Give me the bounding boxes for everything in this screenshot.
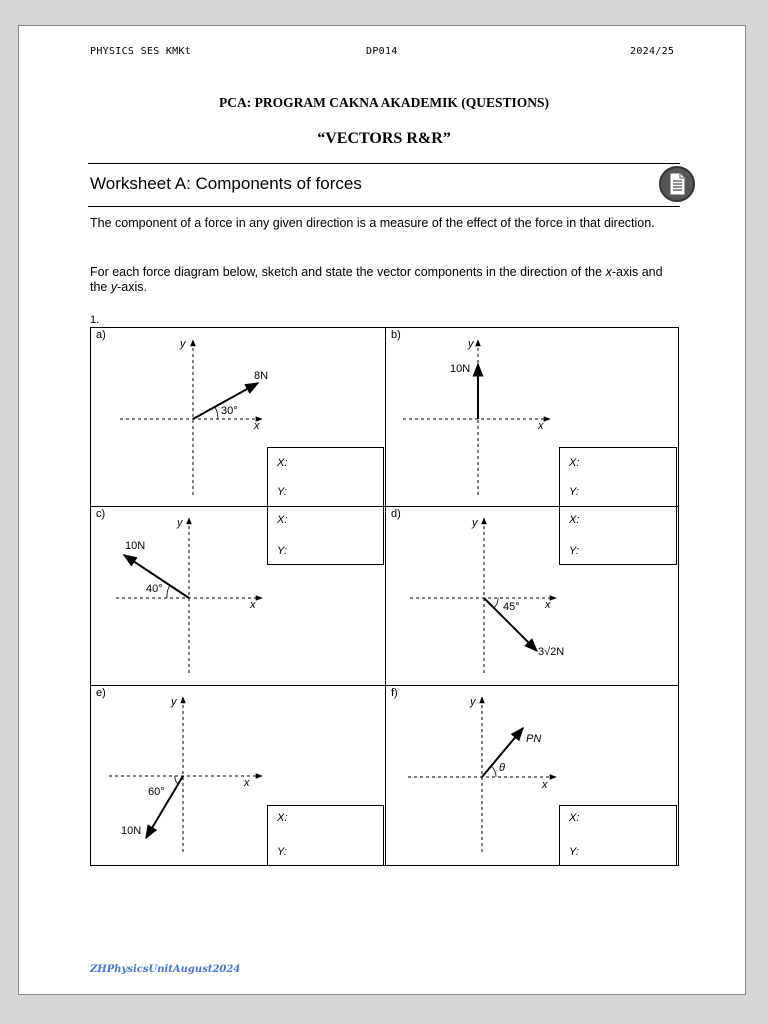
answer-y-label: Y: <box>277 486 287 498</box>
header-session: 2024/25 <box>630 46 675 57</box>
angle-arc-d <box>494 598 498 608</box>
answer-box-a[interactable] <box>267 447 384 507</box>
panel-label-e: e) <box>96 687 106 699</box>
answer-x-label: X: <box>277 812 288 824</box>
force-label-e: 10N <box>121 825 142 837</box>
y-axis-label-d: y <box>472 517 478 529</box>
y-axis-label-e: y <box>171 696 177 708</box>
force-label-f: PN <box>526 733 542 745</box>
panel-label-b: b) <box>391 329 401 341</box>
x-axis-label-a: x <box>254 420 260 432</box>
worksheet-heading: Worksheet A: Components of forces <box>90 174 362 193</box>
answer-x-label: X: <box>277 514 288 526</box>
footer-credit: ZHPhysicsUnitAugust2024 <box>90 964 241 975</box>
answer-box-c[interactable] <box>267 506 384 565</box>
question-number: 1. <box>90 314 100 326</box>
y-axis-label-a: y <box>180 338 186 350</box>
answer-y-label: Y: <box>569 545 579 557</box>
angle-arc-a <box>215 407 218 419</box>
answer-x-label: X: <box>569 812 580 824</box>
angle-label-c: 40° <box>146 583 163 595</box>
answer-box-d[interactable] <box>559 506 677 565</box>
panel-label-f: f) <box>391 687 398 699</box>
header-course: PHYSICS SES KMKt <box>90 46 192 57</box>
y-axis-label-f: y <box>470 696 476 708</box>
answer-x-label: X: <box>569 514 580 526</box>
header-code: DP014 <box>366 46 398 57</box>
x-axis-label-c: x <box>250 599 256 611</box>
x-axis-label-d: x <box>545 599 551 611</box>
force-label-a: 8N <box>254 370 269 382</box>
intro-paragraph: The component of a force in any given direction is a measure of the effect of the force in that direction. <box>90 216 655 230</box>
panel-label-c: c) <box>96 508 106 520</box>
x-axis-label-f: x <box>542 779 548 791</box>
force-label-c: 10N <box>125 540 146 552</box>
angle-label-f: θ <box>499 762 505 774</box>
force-label-d: 3√2N <box>538 646 565 658</box>
answer-y-label: Y: <box>277 545 287 557</box>
x-axis-label-b: x <box>538 420 544 432</box>
page-title: PCA: PROGRAM CAKNA AKADEMIK (QUESTIONS) <box>218 95 549 110</box>
answer-x-label: X: <box>569 457 580 469</box>
answer-y-label: Y: <box>569 486 579 498</box>
answer-x-label: X: <box>277 457 288 469</box>
answer-y-label: Y: <box>569 846 579 858</box>
page-subtitle: “VECTORS R&R” <box>317 130 451 147</box>
y-axis-label-b: y <box>468 338 474 350</box>
instruction-paragraph: For each force diagram below, sketch and state the vector components in the direction of the x-axis and the y-axis. <box>90 265 663 294</box>
answer-box-b[interactable] <box>559 447 677 507</box>
angle-label-a: 30° <box>221 405 238 417</box>
angle-arc-c <box>167 585 170 598</box>
angle-arc-f <box>491 766 496 777</box>
y-axis-label-c: y <box>177 517 183 529</box>
angle-arc-e <box>175 776 178 784</box>
angle-label-d: 45° <box>503 601 520 613</box>
angle-label-e: 60° <box>148 786 165 798</box>
answer-box-e[interactable] <box>267 805 384 866</box>
force-label-b: 10N <box>450 363 471 375</box>
panel-label-d: d) <box>391 508 401 520</box>
x-axis-label-e: x <box>244 777 250 789</box>
panel-label-a: a) <box>96 329 106 341</box>
answer-y-label: Y: <box>277 846 287 858</box>
answer-box-f[interactable] <box>559 805 677 866</box>
